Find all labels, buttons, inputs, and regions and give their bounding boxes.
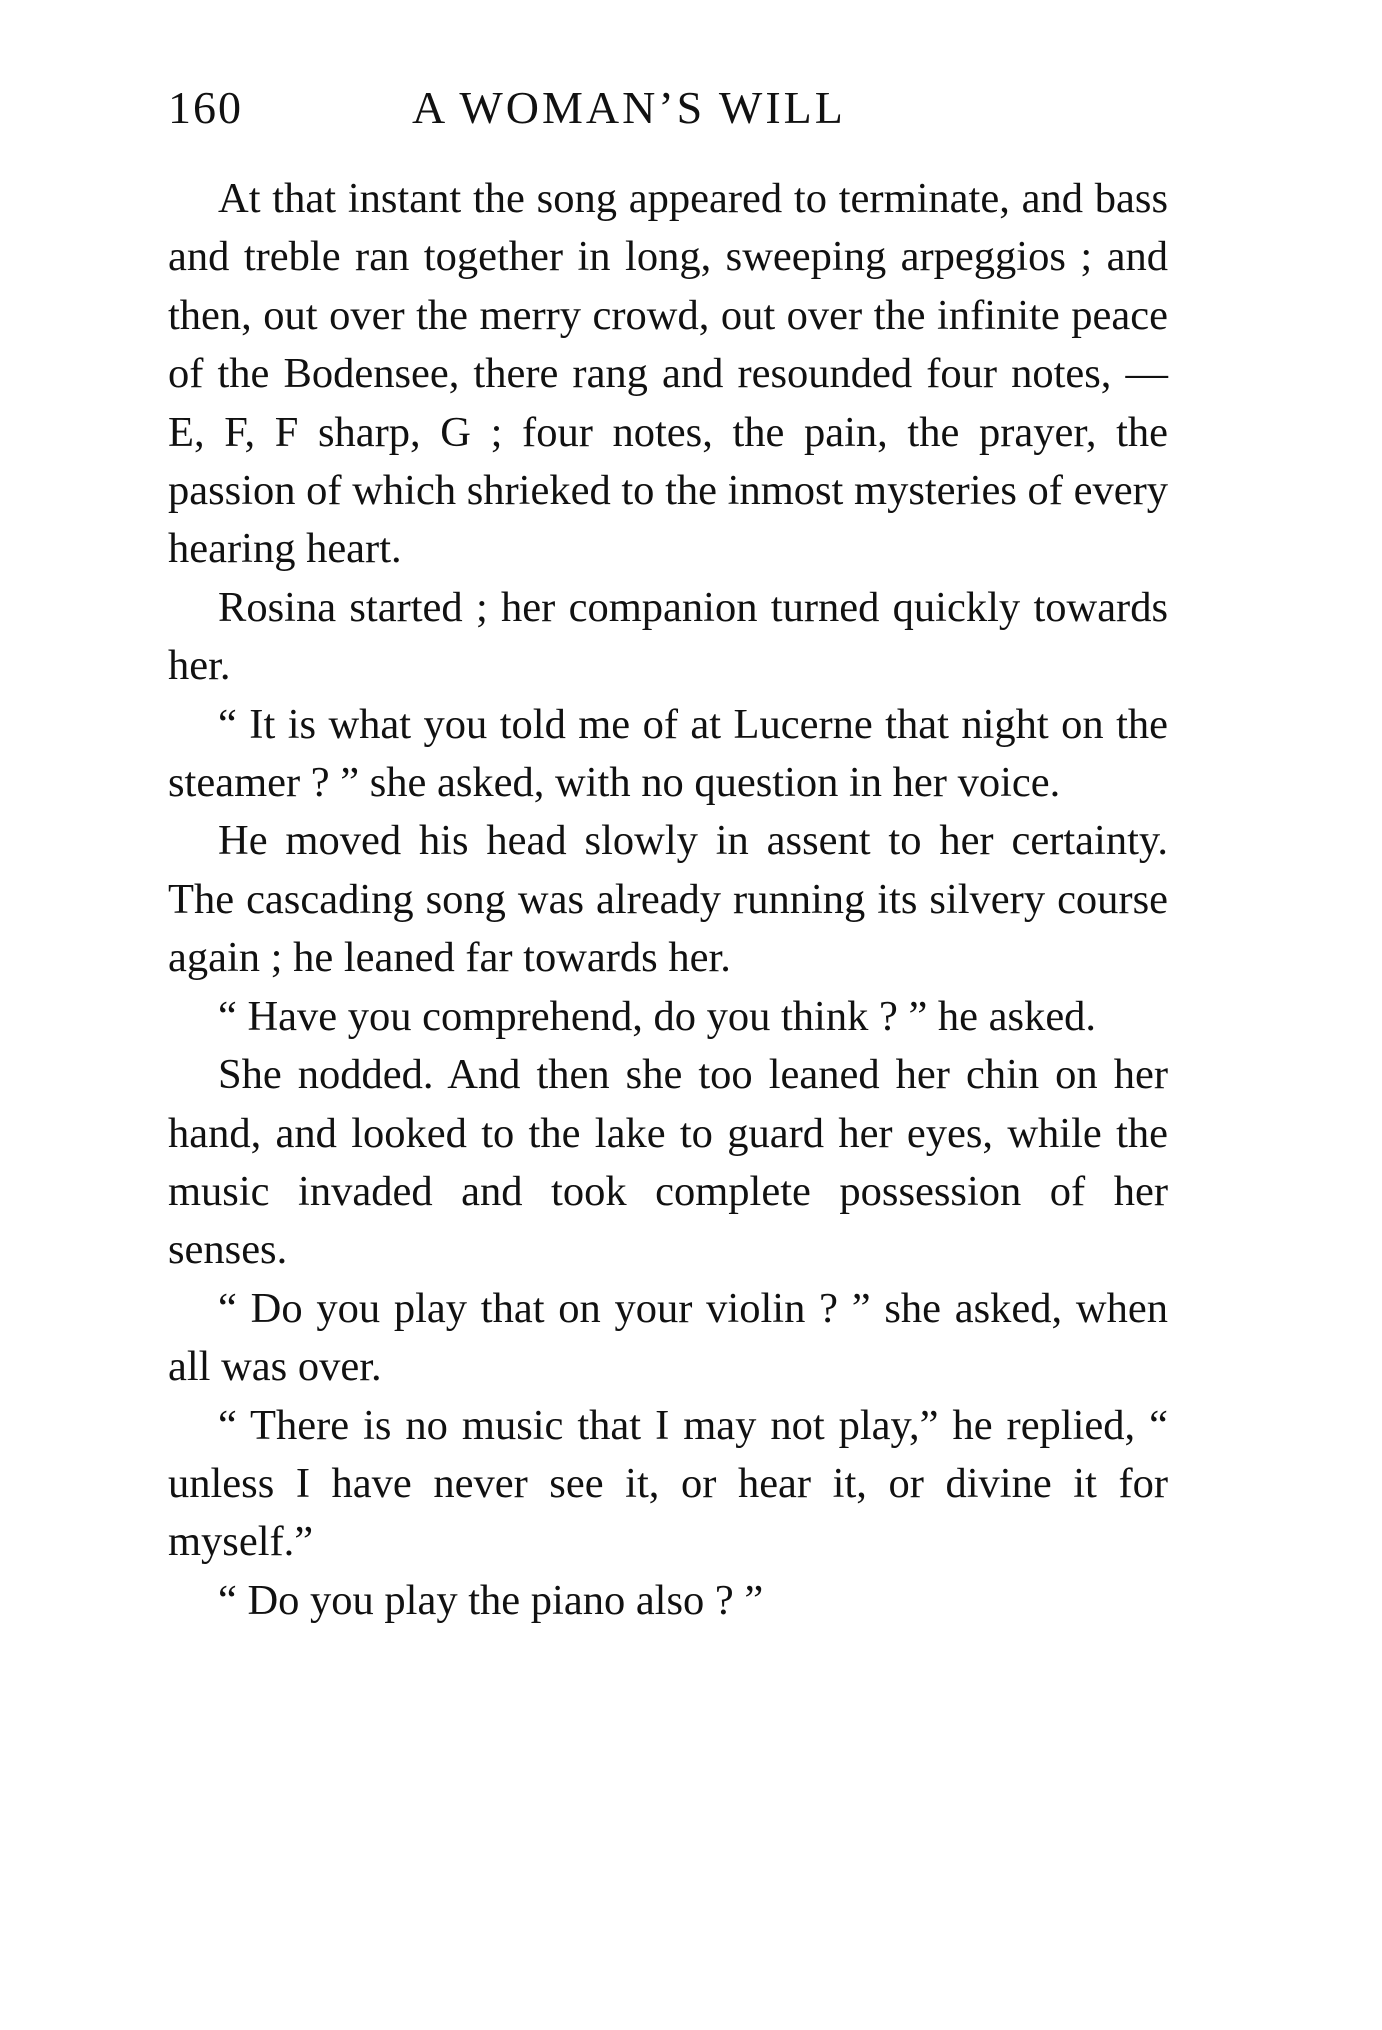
paragraph: “ It is what you told me of at Lucerne that night on the steamer ? ” she asked, with no question in her voice. bbox=[168, 700, 1168, 807]
paragraph: He moved his head slowly in assent to her certainty. The cascading song was already running its silvery course again ; he leaned far towards her. bbox=[168, 817, 1168, 982]
paragraph: She nodded. And then she too leaned her chin on her hand, and looked to the lake to guard her eyes, while the music invaded and took complete possession of her senses. bbox=[168, 1051, 1168, 1274]
paragraph: Rosina started ; her companion turned quickly towards her. bbox=[168, 583, 1168, 690]
body-text bbox=[168, 170, 1168, 1630]
running-head bbox=[168, 78, 1168, 138]
paragraph: “ Do you play that on your violin ? ” she asked, when all was over. bbox=[168, 1284, 1168, 1391]
page-number: 160 bbox=[168, 82, 243, 133]
paragraph: At that instant the song appeared to terminate, and bass and treble ran together in long, sweeping arpeggios ; and then, out over the merry crowd, out over the infinite peace of the Bodensee, there rang and resounded four notes, — E, F, F sharp, G ; four notes, the pain, the prayer, the passion of which shrieked to the inmost mysteries of every hearing heart. bbox=[168, 175, 1168, 573]
paragraph: “ Have you comprehend, do you think ? ” he asked. bbox=[218, 992, 1097, 1040]
paragraph: “ Do you play the piano also ? ” bbox=[218, 1576, 764, 1624]
running-title: A WOMAN’S WILL bbox=[412, 82, 846, 133]
paragraph: “ There is no music that I may not play,” he replied, “ unless I have never see it, or hear it, or divine it for myself.” bbox=[168, 1401, 1168, 1566]
